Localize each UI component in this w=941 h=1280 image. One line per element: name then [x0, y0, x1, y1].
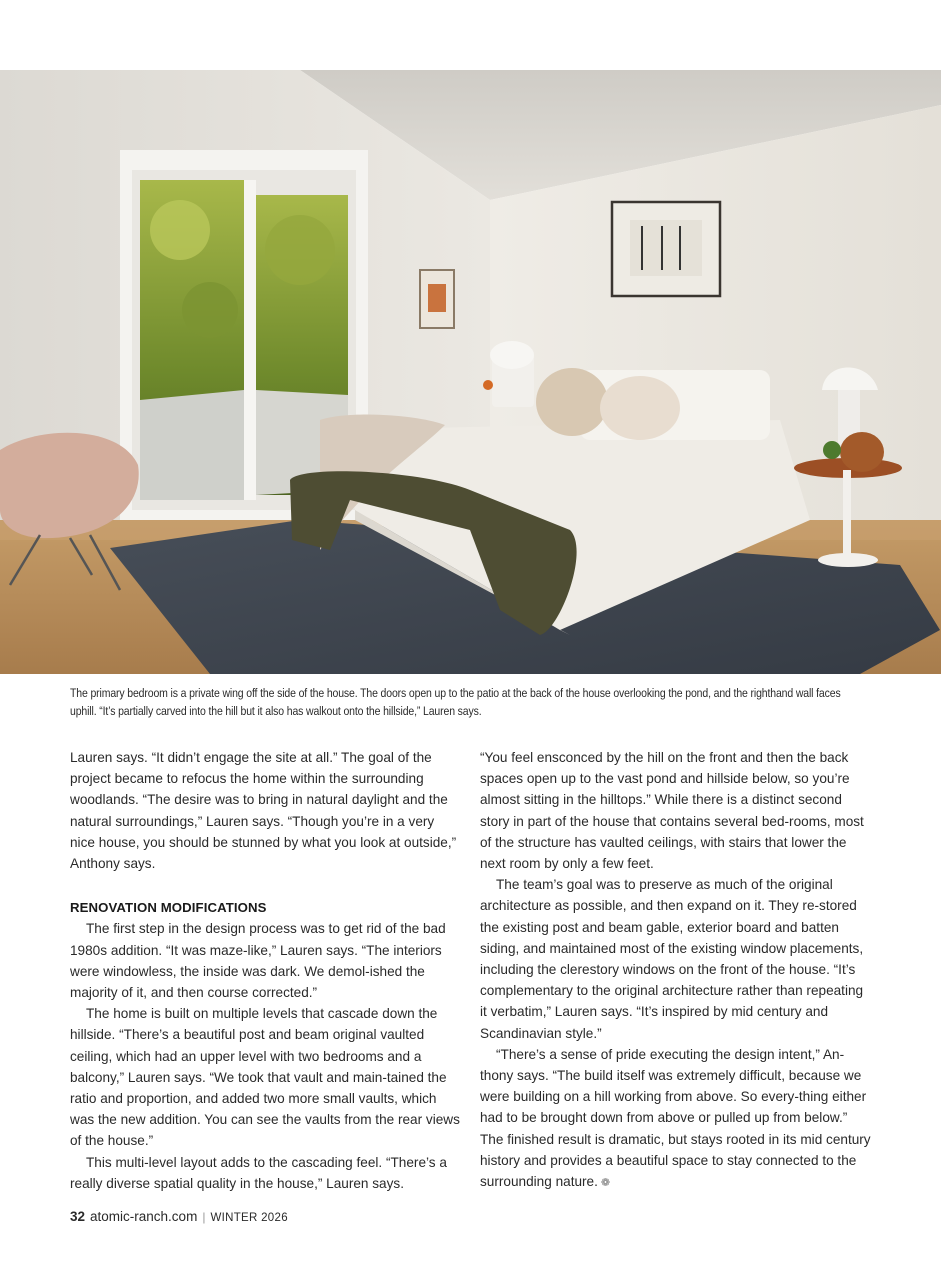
body-paragraph: The first step in the design process was to get rid of the bad 1980s addition. “It was maze-like,” Lauren says. “The interiors were windowless, the inside was dark. We demol-ished the majority of it, and then course corrected.” [70, 921, 446, 1001]
issue-label: WINTER 2026 [210, 1212, 288, 1224]
body-paragraph: The home is built on multiple levels that cascade down the hillside. “There’s a beautiful post and beam original vaulted ceiling, which had an upper level with two bedrooms and a balcony,” Lauren says. “We took that vault and main-tained the ratio and proportion, and added two more small vaults, which was the new addition. You can see the vaults from the rear views of the house.” [70, 1006, 460, 1149]
body-paragraph: Lauren says. “It didn’t engage the site at all.” The goal of the project became to refocus the home within the surrounding woodlands. “The desire was to bring in natural daylight and the natural surroundings,” Lauren says. “Though you’re in a very nice house, you should be stunned by what you look at outside,” Anthony says. [70, 750, 457, 872]
page-footer [70, 1209, 288, 1224]
right-column [480, 747, 872, 1194]
section-heading: RENOVATION MODIFICATIONS [70, 900, 267, 916]
end-mark-icon: ❁ [600, 1177, 611, 1190]
bedroom-photo [0, 70, 941, 674]
footer-separator: | [202, 1210, 206, 1224]
body-paragraph: “You feel ensconced by the hill on the front and then the back spaces open up to the vast pond and hillside below, so you’re almost sitting in the hilltops.” While there is a distinct second story in part of the house that contains several bed-rooms, most of the structure has vaulted ceilings, with stairs that lower the next room by only a few feet. [480, 750, 864, 872]
body-paragraph [480, 1044, 872, 1194]
page-number: 32 [70, 1209, 86, 1224]
left-column [70, 747, 462, 1194]
photo-caption: The primary bedroom is a private wing off the side of the house. The doors open up to the patio at the back of the house overlooking the pond, and the righthand wall faces uphill. “It’s partially carved into the hill but it also has walkout onto the hillside,” Lauren says. [70, 686, 841, 718]
body-paragraph: This multi-level layout adds to the cascading feel. “There’s a really diverse spatial quality in the house,” Lauren says. [70, 1154, 447, 1191]
body-paragraph-text: “There’s a sense of pride executing the design intent,” An-thony says. “The build itself was extremely difficult, because we were building on a hill working from above. So every-thing either had to be brought down from above or pulled up from below.” The finished result is dramatic, but stays rooted in its mid century history and provides a beautiful space to stay connected to the surrounding nature. [480, 1046, 871, 1190]
body-paragraph: The team’s goal was to preserve as much of the original architecture as possible, and then expand on it. They re-stored the existing post and beam gable, exterior board and batten siding, and maintained most of the existing window placements, including the clerestory windows on the front of the house. “It’s complementary to the original architecture rather than repeating it verbatim,” Lauren says. “It’s inspired by mid century and Scandinavian style.” [480, 877, 864, 1041]
site-name: atomic-ranch.com [90, 1209, 198, 1224]
